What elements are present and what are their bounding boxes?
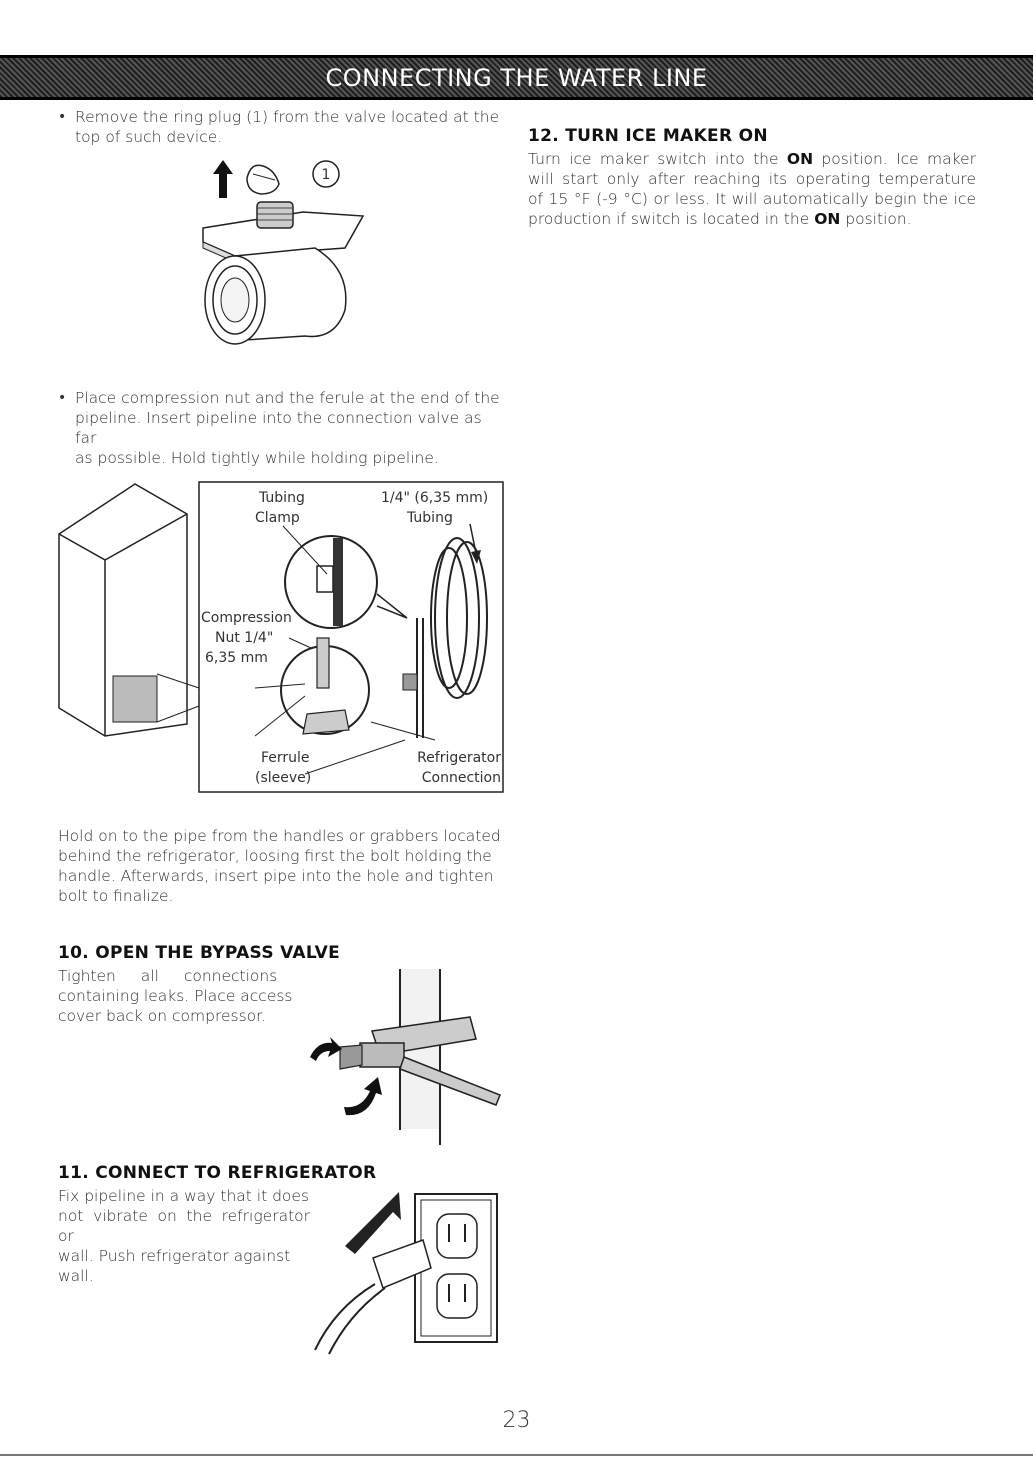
text-line: handle. Afterwards, insert pipe into the hole and tighten [58,867,494,885]
label-refrigerator-1: Refrigerator [417,750,501,766]
rotate-arrow-icon [310,1037,342,1061]
connect-refrigerator-paragraph [58,1186,310,1286]
outlet-socket [437,1274,477,1318]
heading-turn-ice-maker-on: 12. TURN ICE MAKER ON [528,126,768,146]
hold-pipe-paragraph [58,826,504,906]
text-line: top of such device. [75,128,223,146]
text-line: wall. [58,1267,94,1285]
valve-ring-plug-figure [195,150,375,360]
compressor-area [113,676,157,722]
label-tubing-clamp-2: Clamp [255,510,300,526]
label-ferrule-1: Ferrule [261,750,310,766]
bottom-rule [0,1454,1033,1456]
threaded-nipple [257,202,293,228]
text-span: position. Ice maker [821,150,976,168]
power-cord [315,1284,375,1350]
on-label: ON [786,150,814,168]
valve-handle [340,1045,362,1069]
outlet-socket [437,1214,477,1258]
text-line: Fix pipeline in a way that it does [58,1187,310,1205]
label-tubing-size-1: 1/4" (6,35 mm) [381,490,489,506]
text-span: Turn ice maker switch into the [528,150,779,168]
text-line: Hold on to the pipe from the handles or grabbers located [58,827,501,845]
label-tubing-clamp-1: Tubing [259,490,305,506]
label-ferrule-2: (sleeve) [255,770,312,786]
text-line: not vibrate on the refrigerator or [58,1207,310,1245]
callout-number: 1 [321,167,331,183]
label-compression-1: Compression [201,610,292,626]
push-arrow-icon [345,1192,401,1254]
bypass-valve-figure [300,965,510,1150]
label-compression-2: Nut 1/4" [215,630,274,646]
text-line [528,209,976,229]
ice-maker-paragraph [528,149,976,229]
section-banner [0,55,1033,100]
text-line: cover back on compressor. [58,1007,267,1025]
text-line: pipeline. Insert pipeline into the connection valve as far [75,409,482,447]
rotate-arrow-icon [344,1077,382,1115]
water-line-connection-figure [55,478,507,796]
text-line: Tighten all connections [58,967,278,985]
text-line: containing leaks. Place access [58,987,293,1005]
text-line: of 15 °F (-9 °C) or less. It will automatically begin the ice [528,190,976,208]
bullet-compression-nut [75,388,505,468]
heading-connect-refrigerator: 11. CONNECT TO REFRIGERATOR [58,1163,377,1183]
bypass-valve-paragraph [58,966,300,1026]
bullet-marker: • [58,390,67,406]
bullet-marker: • [58,109,67,125]
text-line: will start only after reaching its operating temperature [528,170,976,188]
page-title: CONNECTING THE WATER LINE [325,64,708,92]
wall-outlet-figure [305,1188,505,1358]
label-refrigerator-2: Connection [421,770,501,786]
text-line: Remove the ring plug (1) from the valve located at the [75,108,500,126]
text-line: wall. Push refrigerator against [58,1247,291,1265]
up-arrow-icon [213,160,233,198]
bullet-remove-ring-plug [75,107,505,147]
text-line: Place compression nut and the ferule at the end of the [75,389,500,407]
text-span: position. [845,210,912,228]
label-tubing-size-2: Tubing [407,510,453,526]
text-line: as possible. Hold tightly while holding pipeline. [75,449,439,467]
heading-open-bypass-valve: 10. OPEN THE BYPASS VALVE [58,943,341,963]
page-number: 23 [502,1408,531,1433]
text-span: production if switch is located in the [528,210,810,228]
valve-fitting [360,1043,404,1067]
text-line: behind the refrigerator, loosing first the bolt holding the [58,847,492,865]
label-compression-3: 6,35 mm [205,650,268,666]
on-label: ON [814,210,841,228]
text-line: bolt to finalize. [58,887,174,905]
text-line [528,149,976,169]
